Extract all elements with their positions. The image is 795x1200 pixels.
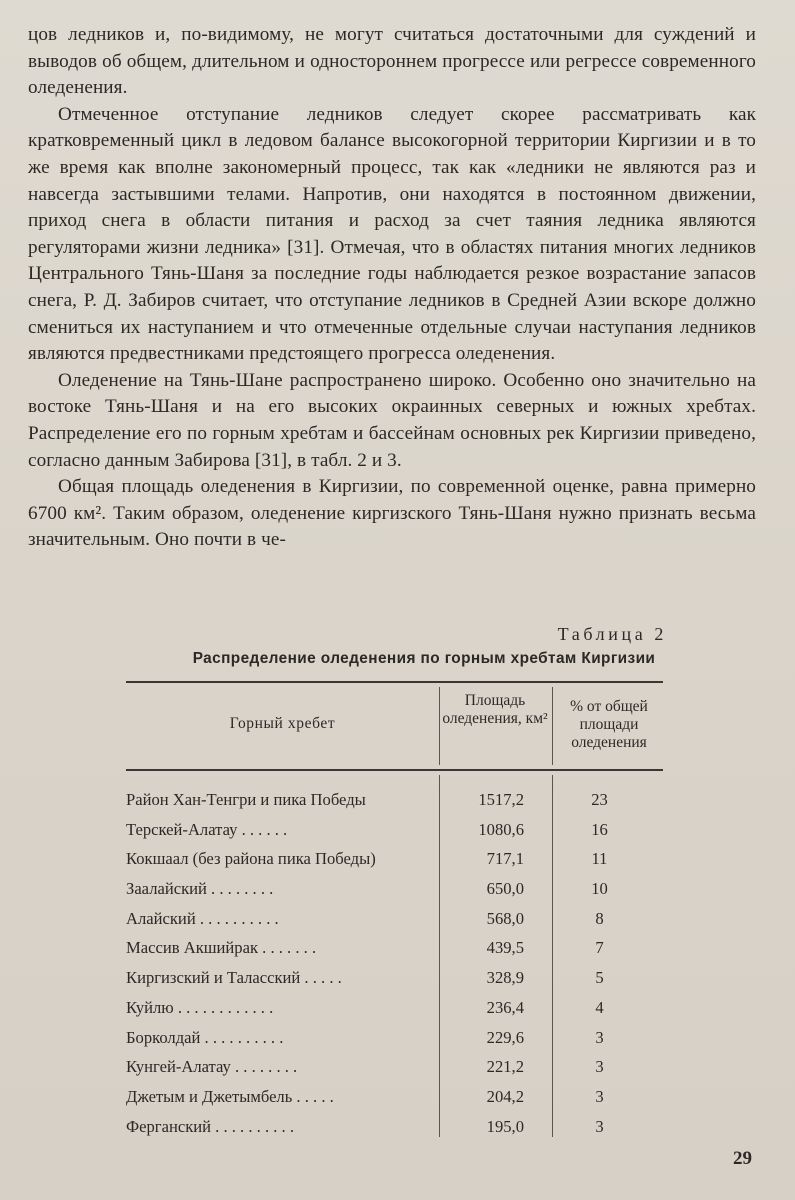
cell-area: 195,0 <box>486 1116 524 1136</box>
table-row <box>126 815 663 845</box>
cell-area: 568,0 <box>486 908 524 928</box>
page-number: 29 <box>733 1148 752 1169</box>
cell-area: 229,6 <box>486 1027 524 1047</box>
cell-area: 1080,6 <box>478 819 524 839</box>
cell-ridge: Ферганский . . . . . . . . . . <box>126 1116 294 1136</box>
cell-ridge: Кунгей-Алатау . . . . . . . . <box>126 1057 298 1077</box>
paragraph-total-area: Общая площадь оледенения в Киргизии, по современной оценке, равна примерно 6700 км². Таким образом, оледенение киргизского Тянь-Шаня нужно признать весьма значительным. Оно почти в че- <box>28 476 756 551</box>
cell-percent: 4 <box>595 997 604 1017</box>
cell-percent: 5 <box>595 968 604 988</box>
cell-area: 1517,2 <box>478 790 524 809</box>
header-ridge: Горный хребет <box>229 715 336 732</box>
cell-ridge: Киргизский и Таласский . . . . . <box>126 968 342 988</box>
paragraph-continuation: цов ледников и, по-видимому, не могут считаться достаточными для суждений и выводов об общем, длительном и одностороннем прогрессе или регрессе современного оледенения. <box>28 24 756 99</box>
header-percent: % от общей площади оледенения <box>570 698 648 751</box>
paragraph-glaciation-distribution: Оледенение на Тянь-Шане распространено широко. Особенно оно значительно на востоке Тянь-Шаня и на его высоких окраинных северных и южных хребтах. Распределение его по горным хребтам и бассейнам основных рек Киргизии приведено, согласно данным Забирова [31], в табл. 2 и 3. <box>28 369 756 471</box>
cell-ridge: Массив Акшийрак . . . . . . . <box>126 938 317 958</box>
cell-percent: 23 <box>591 790 608 809</box>
table-title: Распределение оледенения по горным хребтам Киргизии <box>192 650 656 667</box>
cell-ridge: Заалайский . . . . . . . . <box>126 879 274 899</box>
paragraph-glacier-retreat: Отмеченное отступание ледников следует скорее рассматривать как кратковременный цикл в ледовом балансе высокогорной территории Киргизии и в то же время как вполне закономерный процесс, так как «ледники не являются раз и навсегда застывшими телами. Напротив, они находятся в постоянном движении, приход снега в области питания и расход за счет таяния ледника являются регуляторами жизни ледника» [31]. Отмечая, что в областях питания многих ледников Центрального Тянь-Шаня за последние годы наблюдается резкое возрастание запасов снега, Р. Д. Забиров считает, что отступание ледников в Средней Азии вскоре должно смениться их наступанием и что отмеченные отдельные случаи наступания ледников являются предвестниками предстоящего прогресса оледенения. <box>28 103 756 365</box>
table-row <box>126 1082 663 1112</box>
table-row <box>126 993 663 1023</box>
cell-percent: 11 <box>591 849 608 869</box>
table-row <box>126 1112 663 1142</box>
cell-area: 717,1 <box>486 849 524 869</box>
cell-percent: 3 <box>595 1116 604 1136</box>
table-number: Таблица 2 <box>557 624 667 644</box>
cell-ridge: Алайский . . . . . . . . . . <box>126 908 279 928</box>
cell-area: 650,0 <box>486 879 524 899</box>
cell-area: 221,2 <box>486 1057 524 1077</box>
table-row <box>126 785 663 815</box>
cell-percent: 3 <box>595 1086 604 1106</box>
body-text <box>28 22 756 554</box>
cell-area: 328,9 <box>486 968 524 988</box>
table-body <box>126 771 663 1141</box>
glaciation-table <box>126 681 663 1141</box>
table-row <box>126 963 663 993</box>
cell-ridge: Кокшаал (без района пика Победы) <box>126 849 376 869</box>
cell-area: 439,5 <box>486 938 524 958</box>
table-row <box>126 933 663 963</box>
table-row <box>126 904 663 934</box>
cell-area: 236,4 <box>486 997 524 1017</box>
table-row <box>126 1023 663 1053</box>
cell-percent: 8 <box>595 908 604 928</box>
header-area: Площадь оледенения, км² <box>442 692 548 727</box>
cell-ridge: Район Хан-Тенгри и пика Победы <box>126 790 366 809</box>
cell-ridge: Терскей-Алатау . . . . . . <box>126 819 288 839</box>
cell-percent: 3 <box>595 1027 604 1047</box>
table-header <box>126 683 663 771</box>
cell-ridge: Джетым и Джетымбель . . . . . <box>126 1086 334 1106</box>
table-row <box>126 1052 663 1082</box>
cell-percent: 7 <box>595 938 604 958</box>
cell-ridge: Куйлю . . . . . . . . . . . . <box>126 997 274 1017</box>
cell-percent: 10 <box>591 879 608 899</box>
table-row <box>126 844 663 874</box>
cell-percent: 3 <box>595 1057 604 1077</box>
cell-area: 204,2 <box>486 1086 524 1106</box>
cell-percent: 16 <box>591 819 608 839</box>
cell-ridge: Борколдай . . . . . . . . . . <box>126 1027 284 1047</box>
table-row <box>126 874 663 904</box>
